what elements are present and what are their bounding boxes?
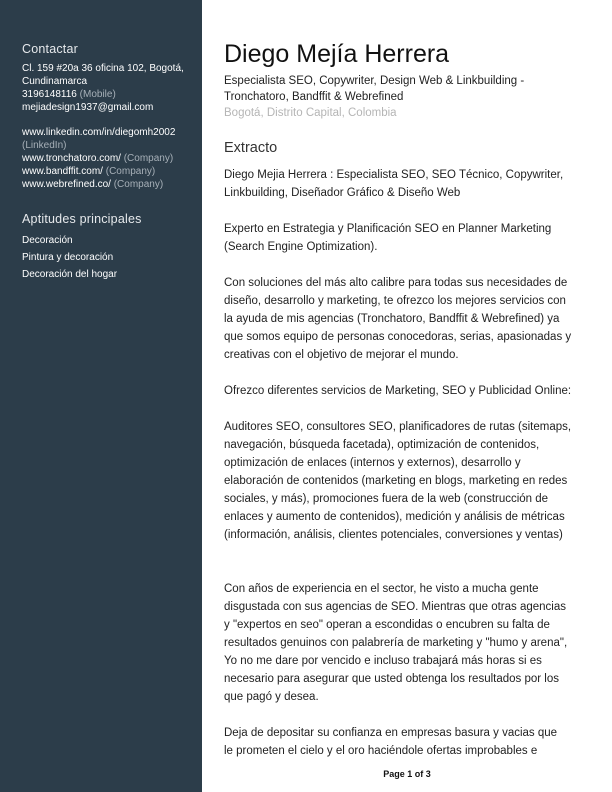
- skill-item: Decoración del hogar: [22, 269, 118, 280]
- company-link[interactable]: www.webrefined.co/: [22, 179, 111, 190]
- summary-line: diseño, desarrollo y marketing, te ofrezco los mejores servicios con: [224, 295, 566, 307]
- summary-line: la ayuda de mis agencias (Tronchatoro, Bandffit & Webrefined) ya: [224, 313, 560, 325]
- skills-heading: Aptitudes principales: [22, 212, 142, 226]
- summary-paragraph: [224, 418, 571, 544]
- summary-line: (Search Engine Optimization).: [224, 241, 378, 253]
- summary-line: Diego Mejia Herrera : Especialista SEO, SEO Técnico, Copywriter,: [224, 169, 564, 181]
- link-type: (Company): [123, 153, 174, 164]
- summary-paragraph: [224, 382, 571, 400]
- skill-item: Decoración: [22, 235, 73, 246]
- summary-line: le prometen el cielo y el oro haciéndole ofertas improbables e: [224, 745, 538, 757]
- link-type: (LinkedIn): [22, 140, 67, 151]
- summary-paragraph: [224, 724, 571, 760]
- sidebar: [0, 0, 202, 792]
- summary-line: Linkbuilding, Diseñador Gráfico & Diseño Web: [224, 187, 461, 199]
- company-link[interactable]: www.bandffit.com/: [22, 166, 103, 177]
- skills-list: [22, 232, 117, 283]
- link-type: (Company): [113, 179, 164, 190]
- summary-line: (información, análisis, clientes potenciales, conversiones y ventas): [224, 529, 563, 541]
- summary-line: sociales, y más), promociones fuera de la web (construcción de: [224, 493, 549, 505]
- summary-paragraph: [224, 580, 571, 706]
- contact-info: [22, 62, 184, 114]
- summary-line: creativas con el objetivo de mejorar el mundo.: [224, 349, 459, 361]
- summary-paragraph: [224, 220, 571, 256]
- headline: [224, 73, 524, 121]
- phone: [22, 88, 184, 101]
- summary-heading: Extracto: [224, 140, 278, 156]
- summary-line: y "expertos en seo" operan a escondidas o encubren su falta de: [224, 619, 550, 631]
- skill-item: Pintura y decoración: [22, 252, 114, 263]
- summary-line: Yo no me dare por vencido e incluso trabajará más horas si es: [224, 655, 542, 667]
- address-line: Cl. 159 #20a 36 oficina 102, Bogotá,: [22, 63, 184, 74]
- summary-line: navegación, búsqueda facetada), optimización de contenidos,: [224, 439, 540, 451]
- summary-line: Auditores SEO, consultores SEO, planificadores de rutas (sitemaps,: [224, 421, 572, 433]
- contact-heading: Contactar: [22, 42, 78, 56]
- link-type: (Company): [105, 166, 156, 177]
- summary-line: necesario para asegurar que usted obtenga los resultados por los: [224, 673, 559, 685]
- phone-type: (Mobile): [79, 89, 116, 100]
- summary-line: resultados genuinos con palabrería de marketing y "humo y arena",: [224, 637, 568, 649]
- phone-number: 3196148116: [22, 89, 77, 100]
- headline-line: Tronchatoro, Bandffit & Webrefined: [224, 91, 404, 103]
- summary-line: Con soluciones del más alto calibre para todas sus necesidades de: [224, 277, 568, 289]
- summary-line: Con años de experiencia en el sector, he visto a mucha gente: [224, 583, 539, 595]
- summary-line: que pagó y desea.: [224, 691, 319, 703]
- headline-line: Especialista SEO, Copywriter, Design Web & Linkbuilding -: [224, 75, 525, 87]
- links: [22, 126, 175, 191]
- company-link[interactable]: www.tronchatoro.com/: [22, 153, 121, 164]
- summary-line: disgustada con sus agencias de SEO. Mientras que otras agencias: [224, 601, 567, 613]
- email-link[interactable]: mejiadesign1937@gmail.com: [22, 102, 154, 113]
- summary-body: [224, 166, 571, 778]
- summary-paragraph: [224, 166, 571, 202]
- summary-line: Deja de depositar su confianza en empresas basura y vacias que: [224, 727, 558, 739]
- summary-paragraph: [224, 274, 571, 364]
- summary-line: Ofrezco diferentes servicios de Marketing, SEO y Publicidad Online:: [224, 385, 572, 397]
- linkedin-link[interactable]: www.linkedin.com/in/diegomh2002: [22, 127, 176, 138]
- summary-line: Experto en Estrategia y Planificación SEO en Planner Marketing: [224, 223, 552, 235]
- summary-line: elaboración de contenidos (marketing en blogs, marketing en redes: [224, 475, 568, 487]
- address-line: Cundinamarca: [22, 76, 88, 87]
- location: Bogotá, Distrito Capital, Colombia: [224, 107, 397, 119]
- summary-line: optimización de enlaces (internos y externos), desarrollo y: [224, 457, 521, 469]
- page-number: Page 1 of 3: [383, 769, 431, 779]
- summary-line: enlaces y aumento de contenidos), medición y análisis de métricas: [224, 511, 565, 523]
- summary-line: que somos equipo de personas conocedoras, serias, apasionadas y: [224, 331, 572, 343]
- profile-name: Diego Mejía Herrera: [224, 40, 450, 68]
